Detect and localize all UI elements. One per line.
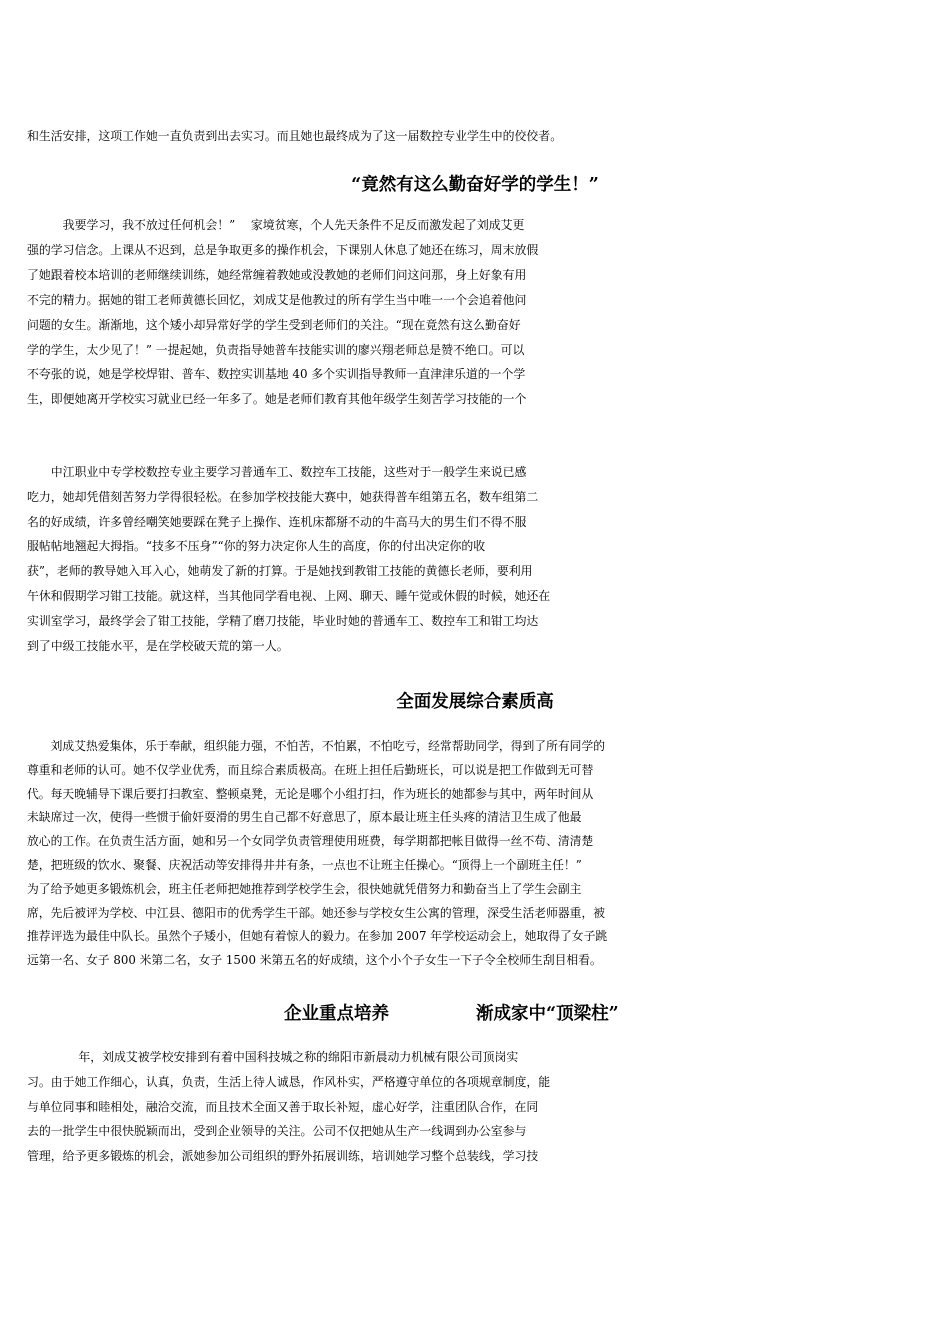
text-line: 名的好成绩，许多曾经嘲笑她要踩在凳子上操作、连机床都掰不动的牛高马大的男生们不得不服 bbox=[27, 514, 527, 529]
text-line: 和生活安排，这项工作她一直负责到出去实习。而且她也最终成为了这一届数控专业学生中的佼佼者。 bbox=[27, 129, 563, 143]
text-line: 尊重和老师的认可。她不仅学业优秀，而且综合素质极高。在班上担任后勤班长，可以说是把工作做到无可替 bbox=[27, 762, 594, 777]
text-line: 楚，把班级的饮水、聚餐、庆祝活动等安排得井井有条，一点也不让班主任操心。“顶得上一个副班主任！” bbox=[27, 857, 582, 872]
text-line: 我要学习，我不放过任何机会！” 家境贫寒，个人先天条件不足反而激发起了刘成艾更 bbox=[27, 218, 525, 232]
intro-paragraph bbox=[27, 122, 927, 150]
text-line: 与单位同事和睦相处，融洽交流，而且技术全面又善于取长补短，虚心好学，注重团队合作，在同 bbox=[27, 1099, 539, 1114]
text-line: 到了中级工技能水平，是在学校破天荒的第一人。 bbox=[27, 638, 289, 653]
text-line: 远第一名、女子 800 米第二名，女子 1500 米第五名的好成绩，这个小个子女生一下子令全校师生刮目相看。 bbox=[27, 953, 602, 968]
paragraph-internship bbox=[27, 1045, 927, 1169]
text-line: 强的学习信念。上课从不迟到，总是争取更多的操作机会，下课别人休息了她还在练习，周末放假 bbox=[27, 242, 539, 257]
text-line: 午休和假期学习钳工技能。就这样，当其他同学看电视、上网、聊天、睡午觉或休假的时候，她还在 bbox=[27, 588, 551, 603]
text-line: 获”，老师的教导她入耳入心，她萌发了新的打算。于是她找到教钳工技能的黄德长老师，要利用 bbox=[27, 564, 533, 579]
text-line: 席，先后被评为学校、中江县、德阳市的优秀学生干部。她还参与学校女生公寓的管理，深受生活老师器重，被 bbox=[27, 905, 606, 920]
text-line: 年，刘成艾被学校安排到有着中国科技城之称的绵阳市新晨动力机械有限公司顶岗实 bbox=[27, 1050, 519, 1064]
paragraph-learning bbox=[27, 213, 927, 412]
section-heading-diligent-student: “竟然有这么勤奋好学的学生！” bbox=[351, 175, 599, 195]
text-line: 不完的精力。据她的钳工老师黄德长回忆，刘成艾是他教过的所有学生当中唯一一个会追着他问 bbox=[27, 292, 527, 307]
text-line: 实训室学习，最终学会了钳工技能，学精了磨刀技能，毕业时她的普通车工、数控车工和钳工均达 bbox=[27, 613, 539, 628]
text-line: 生，即便她离开学校实习就业已经一年多了。她是老师们教育其他年级学生刻苦学习技能的一个 bbox=[27, 392, 527, 407]
text-line: 中江职业中专学校数控专业主要学习普通车工、数控车工技能，这些对于一般学生来说已感 bbox=[27, 465, 527, 479]
section-heading-enterprise-right: 渐成家中“顶梁柱” bbox=[476, 1004, 619, 1024]
text-line: 学的学生，太少见了！” 一提起她，负责指导她普车技能实训的廖兴翔老师总是赞不绝口。可以 bbox=[27, 342, 525, 357]
text-line: 去的一批学生中很快脱颖而出，受到企业领导的关注。公司不仅把她从生产一线调到办公室参与 bbox=[27, 1124, 527, 1139]
text-line: 未缺席过一次，使得一些惯于偷奸耍滑的男生自己都不好意思了，原本最让班主任头疼的清洁卫生成了他最 bbox=[27, 810, 582, 825]
text-line: 管理，给予更多锻炼的机会，派她参加公司组织的野外拓展训练，培训她学习整个总装线，学习技 bbox=[27, 1149, 539, 1164]
text-line: 吃力，她却凭借刻苦努力学得很轻松。在参加学校技能大赛中，她获得普车组第五名，数车组第二 bbox=[27, 489, 539, 504]
text-line: 为了给予她更多锻炼机会，班主任老师把她推荐到学校学生会，很快她就凭借努力和勤奋当上了学生会副主 bbox=[27, 881, 582, 896]
text-line: 推荐评选为最佳中队长。虽然个子矮小，但她有着惊人的毅力。在参加 2007 年学校运动会上，她取得了女子跳 bbox=[27, 929, 608, 944]
text-line: 放心的工作。在负责生活方面，她和另一个女同学负责管理使用班费，每学期都把帐目做得一丝不苟、清清楚 bbox=[27, 834, 594, 849]
text-line: 服帖帖地翘起大拇指。“技多不压身”“你的努力决定你人生的高度，你的付出决定你的收 bbox=[27, 539, 486, 554]
text-line: 不夸张的说，她是学校焊钳、普车、数控实训基地 40 多个实训指导教师一直津津乐道的一个学 bbox=[27, 367, 526, 382]
paragraph-skills bbox=[27, 460, 927, 658]
section-heading-enterprise-left: 企业重点培养 bbox=[284, 1004, 389, 1024]
text-line: 了她跟着校本培训的老师继续训练，她经常缠着教她或没教她的老师们问这问那，身上好象有用 bbox=[27, 267, 527, 282]
text-line: 代。每天晚辅导下课后要打扫教室、整顿桌凳，无论是哪个小组打扫，作为班长的她都参与其中，两年时间从 bbox=[27, 786, 594, 801]
paragraph-qualities bbox=[27, 735, 927, 973]
text-line: 问题的女生。渐渐地，这个矮小却异常好学的学生受到老师们的关注。“现在竟然有这么勤奋好 bbox=[27, 317, 521, 332]
section-heading-all-round: 全面发展综合素质高 bbox=[396, 692, 554, 712]
text-line: 习。由于她工作细心，认真，负责，生活上待人诚恳，作风朴实，严格遵守单位的各项规章制度，能 bbox=[27, 1074, 551, 1089]
text-line: 刘成艾热爱集体，乐于奉献，组织能力强，不怕苦，不怕累，不怕吃亏，经常帮助同学，得到了所有同学的 bbox=[27, 739, 606, 753]
